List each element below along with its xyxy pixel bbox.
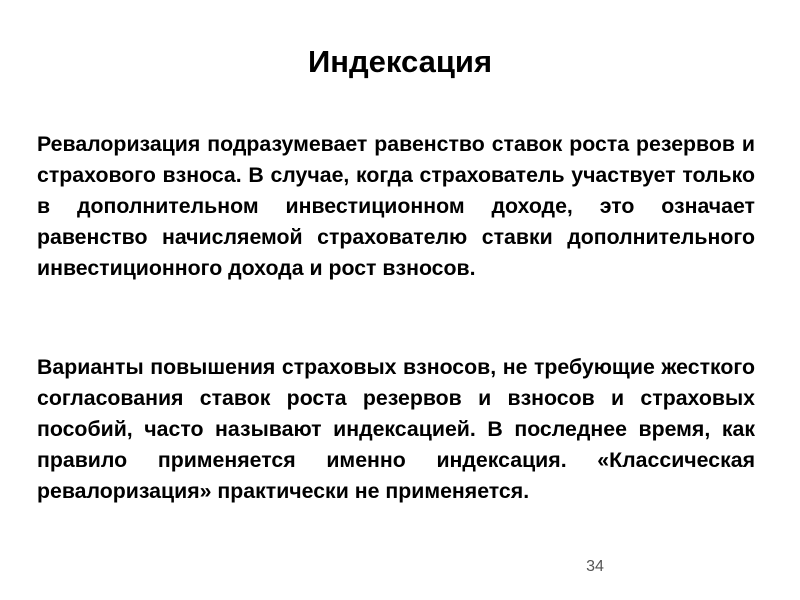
paragraph-indexation: Варианты повышения страховых взносов, не требующие жесткого согласования ставок роста резервов и взносов и страховых пособий, часто называют индексацией. В последнее время, как правило применяется именно индексация. «Классическая ревалоризация» практически не применяется. (37, 355, 755, 503)
paragraph-revalorization: Ревалоризация подразумевает равенство ставок роста резервов и страхового взноса. В случае, когда страхователь участвует только в дополнительном инвестиционном доходе, это означает равенство начисляемой страхователю ставки дополнительного инвестиционного дохода и рост взносов. (37, 132, 755, 280)
page-number: 34 (586, 558, 604, 575)
slide-title: Индексация (307, 44, 493, 79)
